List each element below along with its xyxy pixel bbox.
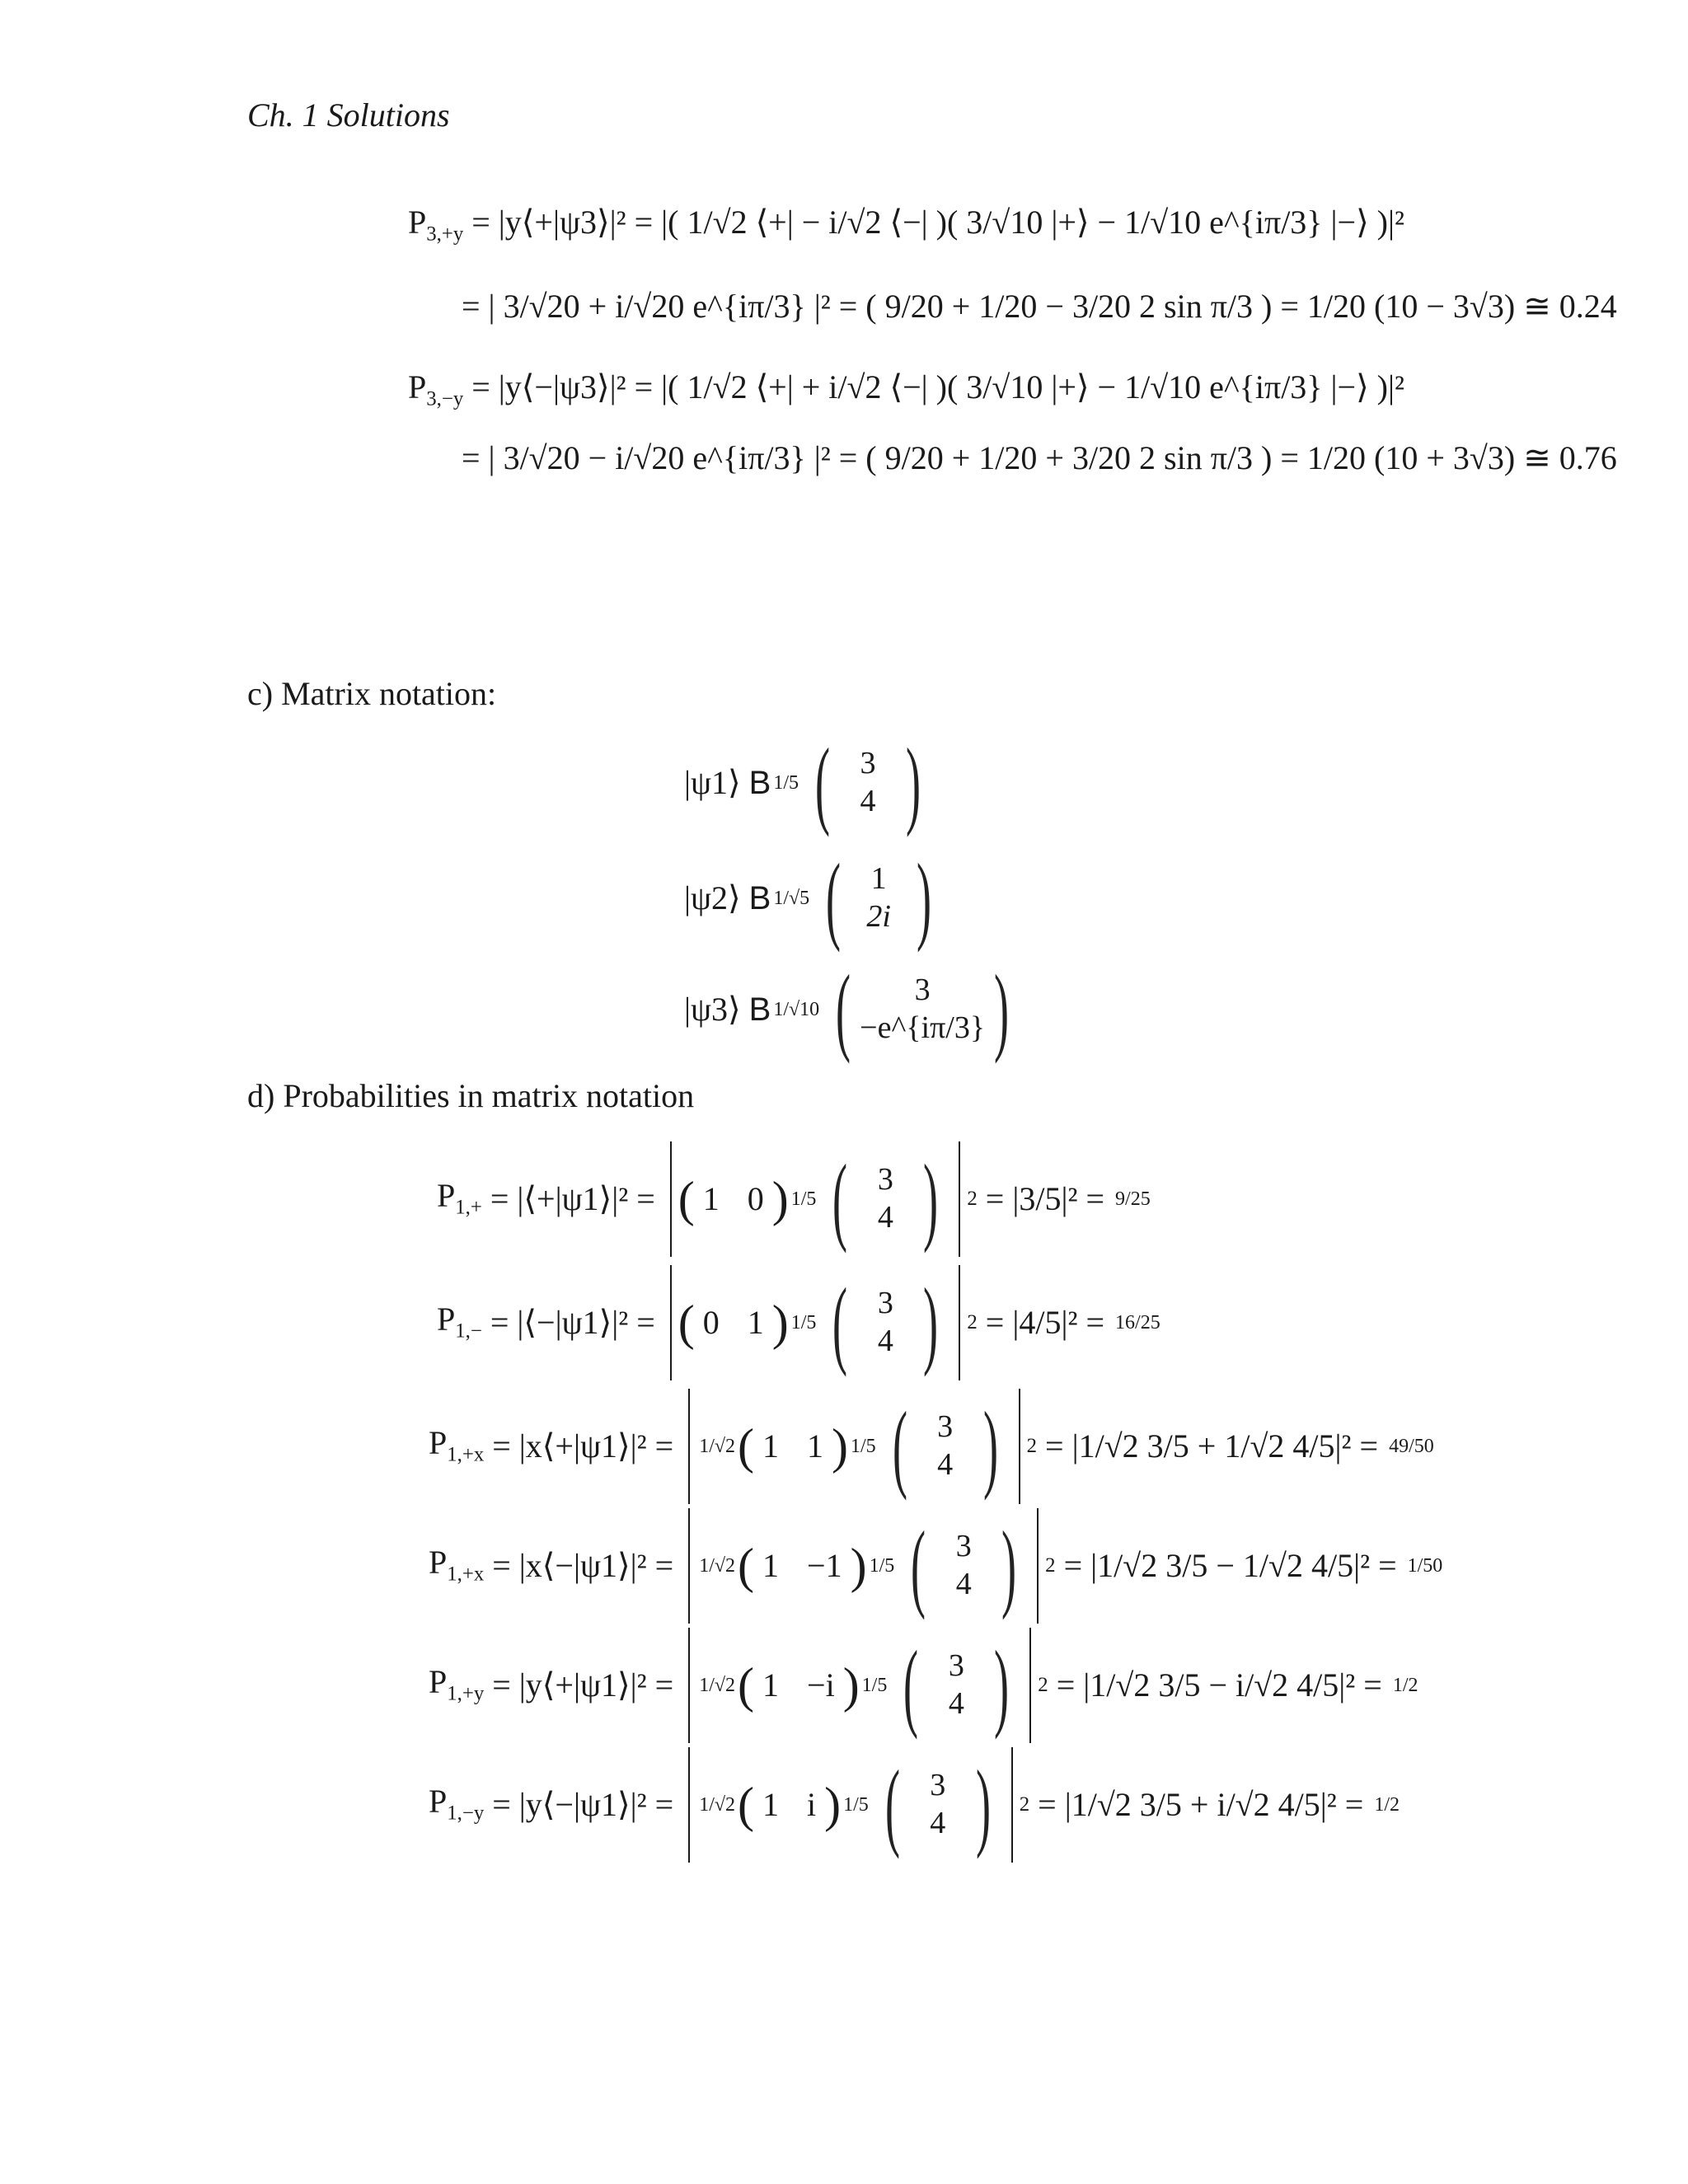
intermediate-expression: |1/√2 3/5 − 1/√2 4/5|² — [1090, 1547, 1371, 1584]
probability-row-2: $P_{1,-}$ = |⟨−|ψ1⟩|² = ( 0 1 ) 1/5 ( 3 4 ) 2 = |4/5|² = 16/25 — [437, 1265, 1163, 1380]
equation-body: = |y⟨−|ψ3⟩|² = |( 1/√2 ⟨+| + i/√2 ⟨−| )( 3/√10 |+⟩ − 1/√10 e^{iπ/3} |−⟩ )|² — [471, 368, 1404, 405]
equation-lhs: $P_{3,+y}$ — [408, 204, 464, 246]
probability-subscript: 1,+x — [447, 1563, 485, 1586]
bra-row-vector — [695, 1180, 772, 1217]
vector-top: 3 — [948, 1648, 964, 1684]
prefactor: 1/√2 — [699, 1675, 736, 1696]
bracket-expression: |y⟨+|ψ1⟩|² — [518, 1666, 647, 1704]
bra-entry-2: 0 — [747, 1180, 764, 1217]
matrix-psi2 — [684, 843, 945, 953]
correspondence-symbol: B — [748, 880, 771, 916]
equation-result: ≅ 0.76 — [1523, 439, 1617, 476]
bracket-expression: |x⟨+|ψ1⟩|² — [518, 1427, 647, 1465]
equation-p3-minus-y-line1 — [408, 368, 1404, 410]
probability-lhs: $P_{1,-y}$ — [429, 1783, 485, 1825]
prefactor: 1/√2 — [699, 1555, 736, 1577]
vector-top: 3 — [930, 1768, 946, 1803]
bra-entry-2: 1 — [807, 1427, 824, 1465]
matrix-psi1 — [684, 728, 935, 837]
column-vector: ( 3 4 ) — [892, 1391, 998, 1501]
prefactor: 1/√2 — [699, 1436, 736, 1457]
probability-result: 1/50 — [1407, 1555, 1443, 1577]
probability-row-1: $P_{1,+}$ = |⟨+|ψ1⟩|² = ( 1 0 ) 1/5 ( 3 4 ) 2 = |3/5|² = 9/25 — [437, 1141, 1153, 1257]
vector-top: 3 — [860, 746, 876, 781]
bra-entry-2: i — [807, 1786, 817, 1823]
probability-lhs: $P_{1,+x}$ — [429, 1544, 485, 1586]
probability-row-4: $P_{1,+x}$ = |x⟨−|ψ1⟩|² = 1/√2 ( 1 −1 ) 1/5 ( 3 4 ) 2 = |1/√2 3/5 − 1/√2 4/5|² = 1/50 — [429, 1508, 1445, 1624]
probability-subscript: 1,− — [455, 1319, 482, 1343]
bra-entry-2: −1 — [807, 1547, 842, 1584]
vector-top: 3 — [937, 1409, 954, 1445]
probability-result: 9/25 — [1115, 1188, 1151, 1210]
ket-label: |ψ3⟩ — [684, 991, 741, 1028]
intermediate-expression: |4/5|² — [1012, 1304, 1078, 1341]
probability-result: 49/50 — [1389, 1436, 1434, 1457]
correspondence-symbol: B — [748, 991, 771, 1028]
ket-label: |ψ1⟩ — [684, 764, 741, 801]
probability-row-3: $P_{1,+x}$ = |x⟨+|ψ1⟩|² = 1/√2 ( 1 1 ) 1/5 ( 3 4 ) 2 = |1/√2 3/5 + 1/√2 4/5|² = 49/50 — [429, 1389, 1437, 1504]
bra-row-vector — [754, 1788, 824, 1821]
vector-bottom: 2i — [866, 899, 891, 934]
vector-bottom: 4 — [930, 1806, 946, 1840]
probability-subscript: 1,+y — [447, 1682, 485, 1705]
bra-row-vector — [695, 1306, 772, 1339]
equation-body: = | 3/√20 − i/√20 e^{iπ/3} |² = ( 9/20 + 1/20 + 3/20 2 sin π/3 ) = 1/20 (10 + 3√3) — [462, 439, 1516, 476]
column-vector: ( 1 2i ) — [826, 843, 932, 953]
probability-row-5: $P_{1,+y}$ = |y⟨+|ψ1⟩|² = 1/√2 ( 1 −i ) 1/5 ( 3 4 ) 2 = |1/√2 3/5 − i/√2 4/5|² = 1/2 — [429, 1628, 1421, 1743]
normalization-factor: 1/√10 — [773, 999, 820, 1020]
intermediate-expression: |1/√2 3/5 + i/√2 4/5|² — [1064, 1786, 1337, 1823]
probability-subscript: 1,+x — [447, 1443, 485, 1466]
bracket-expression: |⟨−|ψ1⟩|² — [517, 1304, 629, 1341]
intermediate-expression: |1/√2 3/5 + 1/√2 4/5|² — [1071, 1427, 1352, 1465]
vector-bottom: 4 — [955, 1567, 972, 1601]
equation-p3-plus-y-line2 — [462, 290, 1617, 323]
column-vector: ( 3 −e^{iπ/3} ) — [836, 954, 1010, 1064]
vector-bottom: 4 — [937, 1447, 954, 1482]
bra-row-vector — [754, 1549, 851, 1582]
probability-row-6: $P_{1,-y}$ = |y⟨−|ψ1⟩|² = 1/√2 ( 1 i ) 1/5 ( 3 4 ) 2 = |1/√2 3/5 + i/√2 4/5|² = 1/2 — [429, 1747, 1402, 1863]
column-vector: ( 3 4 ) — [832, 1268, 939, 1377]
vector-bottom: 4 — [877, 1324, 893, 1358]
page-header: Ch. 1 Solutions — [247, 96, 450, 134]
probability-lhs: $P_{1,-}$ — [437, 1301, 482, 1343]
column-vector: ( 3 4 ) — [832, 1144, 939, 1254]
bracket-expression: |⟨+|ψ1⟩|² — [517, 1180, 629, 1217]
vector-bottom: 4 — [860, 784, 876, 818]
equation-body: = |y⟨+|ψ3⟩|² = |( 1/√2 ⟨+| − i/√2 ⟨−| )( 3/√10 |+⟩ − 1/√10 e^{iπ/3} |−⟩ )|² — [471, 204, 1404, 241]
vector-top: 3 — [877, 1286, 893, 1321]
column-vector: ( 3 4 ) — [903, 1630, 1010, 1740]
probability-lhs: $P_{1,+x}$ — [429, 1424, 485, 1466]
normalization-factor: 1/5 — [773, 772, 799, 794]
correspondence-symbol: B — [748, 765, 771, 801]
vector-top: 3 — [877, 1162, 893, 1197]
probability-lhs: $P_{1,+}$ — [437, 1177, 482, 1219]
bra-entry-2: 1 — [747, 1304, 764, 1341]
equation-p3-plus-y-line1 — [408, 206, 1404, 245]
bra-entry-2: −i — [807, 1666, 835, 1704]
section-heading-c: c) Matrix notation: — [247, 675, 497, 712]
probability-result: 1/2 — [1392, 1675, 1418, 1696]
bra-row-vector — [754, 1666, 843, 1704]
bra-entry-1: 1 — [762, 1666, 780, 1704]
ket-label: |ψ2⟩ — [684, 879, 741, 916]
probability-result: 16/25 — [1115, 1312, 1160, 1333]
prefactor: 1/√2 — [699, 1794, 736, 1816]
probability-subscript: 1,+ — [455, 1196, 482, 1219]
column-vector: ( 3 4 ) — [815, 728, 921, 837]
equation-p3-minus-y-line2 — [462, 439, 1617, 476]
vector-bottom: −e^{iπ/3} — [860, 1010, 986, 1045]
probability-result: 1/2 — [1374, 1794, 1400, 1816]
bra-entry-1: 1 — [762, 1547, 780, 1584]
bracket-expression: |y⟨−|ψ1⟩|² — [518, 1786, 647, 1823]
vector-bottom: 4 — [948, 1686, 964, 1721]
vector-top: 3 — [955, 1529, 972, 1564]
equation-result: ≅ 0.24 — [1523, 288, 1617, 325]
vector-top: 3 — [914, 972, 931, 1008]
equation-body: = | 3/√20 + i/√20 e^{iπ/3} |² = ( 9/20 + 1/20 − 3/20 2 sin π/3 ) = 1/20 (10 − 3√3) — [462, 288, 1516, 325]
column-vector: ( 3 4 ) — [884, 1750, 991, 1859]
bra-entry-1: 1 — [762, 1786, 780, 1823]
equation-lhs: $P_{3,-y}$ — [408, 368, 464, 410]
matrix-psi3 — [684, 954, 1023, 1064]
bracket-expression: |x⟨−|ψ1⟩|² — [518, 1547, 647, 1584]
intermediate-expression: |1/√2 3/5 − i/√2 4/5|² — [1083, 1666, 1356, 1704]
column-vector: ( 3 4 ) — [911, 1511, 1017, 1620]
vector-bottom: 4 — [877, 1200, 893, 1235]
bra-entry-1: 1 — [762, 1427, 780, 1465]
intermediate-expression: |3/5|² — [1012, 1180, 1078, 1217]
bra-entry-1: 0 — [702, 1304, 720, 1341]
probability-subscript: 1,−y — [447, 1802, 485, 1825]
vector-top: 1 — [870, 861, 887, 897]
normalization-factor: 1/√5 — [773, 888, 810, 909]
section-heading-d: d) Probabilities in matrix notation — [247, 1077, 695, 1114]
probability-lhs: $P_{1,+y}$ — [429, 1663, 485, 1705]
bra-entry-1: 1 — [702, 1180, 720, 1217]
bra-row-vector — [754, 1427, 832, 1465]
